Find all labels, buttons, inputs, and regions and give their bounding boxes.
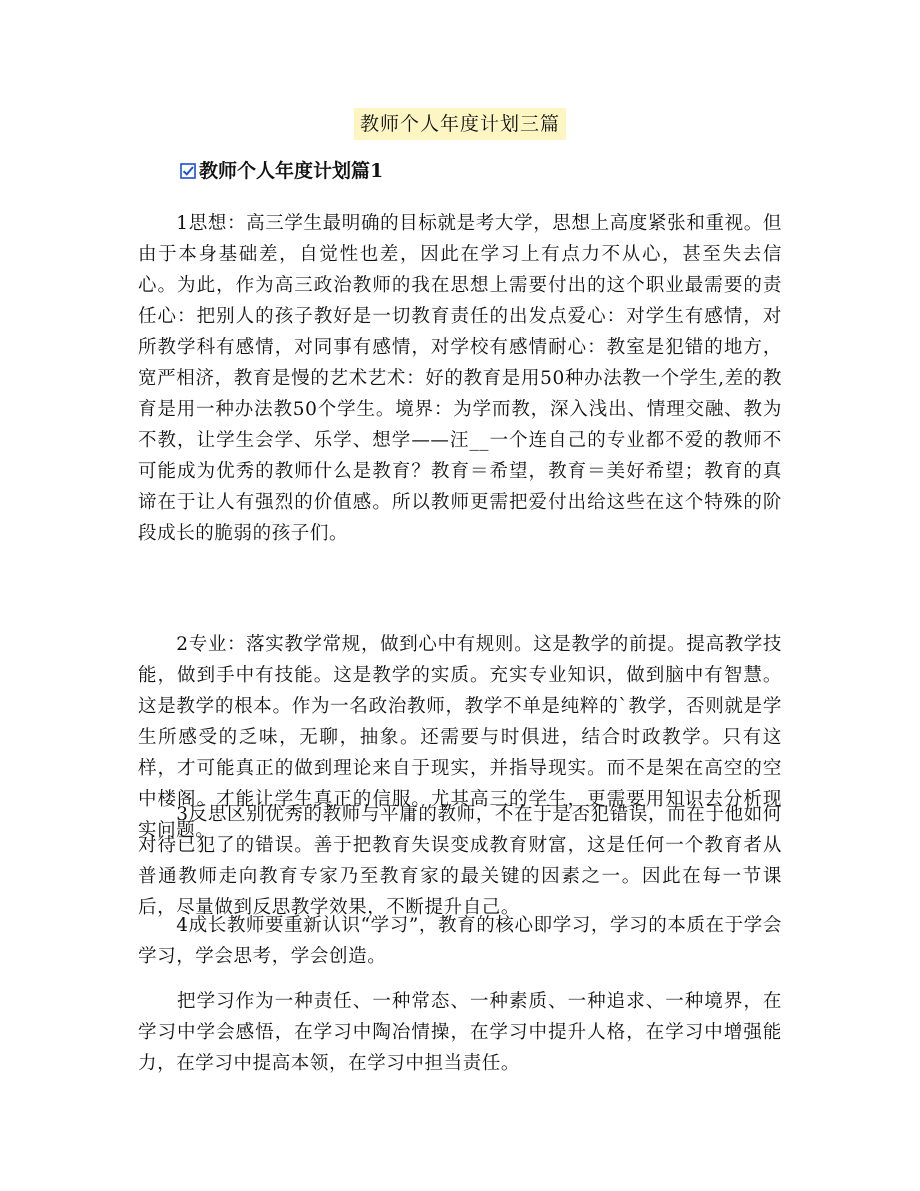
checkbox-checked-icon (180, 163, 196, 179)
paragraph-reflection: 3反思区别优秀的教师与平庸的教师，不在于是否犯错误，而在于他如何对待已犯了的错误。善于把教育失误变成教育财富，这是任何一个教育者从普通教师走向教育专家乃至教育家的最关键的因素之一。因此在每一节课后，尽量做到反思教学效果，不断提升自己。 (138, 804, 782, 918)
section-heading-text: 教师个人年度计划篇1 (199, 160, 384, 182)
paragraph-thought: 1思想：高三学生最明确的目标就是考大学，思想上高度紧张和重视。但由于本身基础差，自觉性也差，因此在学习上有点力不从心，甚至失去信心。为此，作为高三政治教师的我在思想上需要付出的这个职业最需要的责任心：把别人的孩子教好是一切教育责任的出发点爱心：对学生有感情，对所教学科有感情，对同事有感情，对学校有感情耐心：教室是犯错的地方，宽严相济，教育是慢的艺术艺术：好的教育是用50种办法教一个学生,差的教育是用一种办法教50个学生。境界：为学而教，深入浅出、情理交融、教为不教，让学生会学、乐学、想学——汪__一个连自己的专业都不爱的教师不可能成为优秀的教师什么是教育？教育＝希望，教育＝美好希望；教育的真谛在于让人有强烈的价值感。所以教师更需把爱付出给这些在这个特殊的阶段成长的脆弱的孩子们。 (138, 213, 782, 544)
paragraph-profession: 2专业：落实教学常规，做到心中有规则。这是教学的前提。提高教学技能，做到手中有技能。这是教学的实质。充实专业知识，做到脑中有智慧。这是教学的根本。作为一名政治教师，教学不单是纯粹的`教学，否则就是学生所感受的乏味，无聊，抽象。还需要与时俱进，结合时政教学。只有这样，才可能真正的做到理论来自于现实，并指导现实。而不是架在高空的空中楼阁。才能让学生真正的信服。尤其高三的学生，更需要用知识去分析现实问题。 (138, 634, 782, 841)
title-wrapper (0, 108, 920, 140)
section-heading (180, 157, 383, 185)
document-title: 教师个人年度计划三篇 (354, 108, 566, 140)
paragraph-learning: 把学习作为一种责任、一种常态、一种素质、一种追求、一种境界，在学习中学会感悟，在学习中陶冶情操，在学习中提升人格，在学习中增强能力，在学习中提高本领，在学习中担当责任。 (138, 991, 782, 1074)
paragraph-growth: 4成长教师要重新认识“学习”，教育的核心即学习，学习的本质在于学会学习，学会思考，学会创造。 (138, 915, 782, 967)
